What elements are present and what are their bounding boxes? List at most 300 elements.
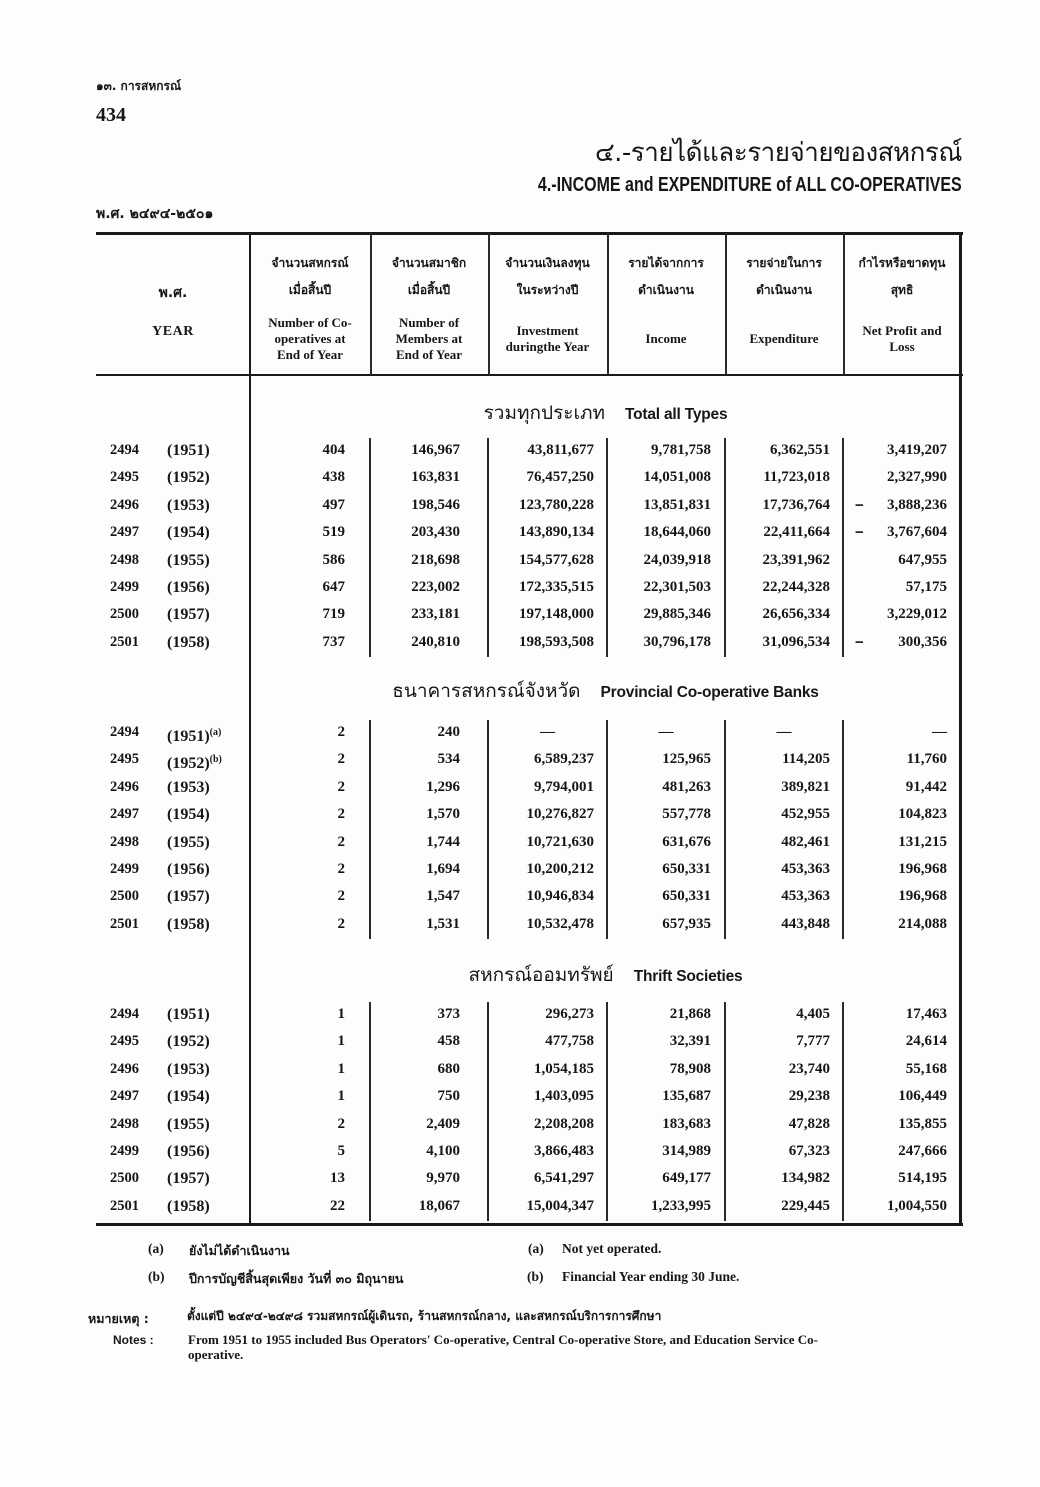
year-buddhist-era: 2501 xyxy=(110,915,139,932)
table-cell-value: 10,532,478 xyxy=(526,915,594,932)
year-gregorian xyxy=(167,492,210,519)
table-cell-value: 650,331 xyxy=(662,888,711,905)
footnote-marker: (b) xyxy=(209,754,222,766)
table-cell-value: 9,781,758 xyxy=(651,442,711,458)
table-right-border xyxy=(959,233,962,1225)
table-cell-value: 657,935 xyxy=(662,915,711,932)
column-header xyxy=(370,236,488,374)
header-english-line: End of Year xyxy=(277,347,343,362)
year-gregorian-text: (1953) xyxy=(167,1060,210,1078)
table-cell-value: 3,419,207 xyxy=(887,442,947,458)
table-cell-value: 9,794,001 xyxy=(534,778,594,795)
header-column-divider xyxy=(370,233,372,375)
year-buddhist-era: 2501 xyxy=(110,1197,139,1214)
table-cell-value: 1,004,550 xyxy=(887,1197,947,1214)
year-gregorian-text: (1958) xyxy=(167,1197,210,1215)
table-cell-value: 4,100 xyxy=(426,1143,460,1159)
year-buddhist-era: 2496 xyxy=(110,1060,139,1077)
column-header-english xyxy=(607,312,725,366)
year-gregorian-text: (1957) xyxy=(167,606,210,624)
table-cell-value: 172,335,515 xyxy=(519,579,594,595)
table-cell-value: 452,955 xyxy=(781,806,830,823)
year-gregorian-text: (1954) xyxy=(167,1088,210,1106)
section-label-thai: ธนาคารสหกรณ์จังหวัด xyxy=(392,680,581,702)
table-bottom-rule xyxy=(96,1223,963,1226)
table-cell-value: 2,327,990 xyxy=(887,469,947,486)
footnote-thai-b-text: ปีการบัญชีสิ้นสุดเพียง วันที่ ๓๐ มิถุนายน xyxy=(189,1271,404,1286)
header-thai-line: ดำเนินงาน xyxy=(756,283,812,297)
table-cell-value: 4,405 xyxy=(796,1006,830,1022)
negative-sign: − xyxy=(855,633,864,651)
year-gregorian-text: (1952) xyxy=(167,469,210,487)
table-cell-value: 214,088 xyxy=(898,915,947,932)
column-header-thai xyxy=(488,250,607,304)
table-cell-value: 43,811,677 xyxy=(527,442,594,458)
table-cell-value: 1,296 xyxy=(426,778,460,795)
table-cell-value: 1,694 xyxy=(426,861,460,877)
header-english-line: Loss xyxy=(889,339,915,354)
column-header xyxy=(607,236,725,374)
header-thai-line: รายได้จากการ xyxy=(628,256,704,270)
section-label-english: Total all Types xyxy=(625,406,728,423)
table-cell-value: 7,777 xyxy=(796,1033,830,1050)
table-cell-value: 314,989 xyxy=(662,1143,711,1159)
title-english: 4.-INCOME and EXPENDITURE of ALL CO-OPERATIVES xyxy=(538,174,962,196)
table-cell-value: 135,855 xyxy=(898,1115,947,1132)
header-english-line: Number of Co- xyxy=(268,315,352,330)
table-cell-value: 680 xyxy=(437,1060,460,1077)
table-cell-value: 2 xyxy=(337,861,345,877)
column-header-thai xyxy=(843,250,961,304)
empty-value-dash: — xyxy=(776,724,792,740)
table-cell-value: 6,541,297 xyxy=(534,1170,594,1187)
table-cell-value: 1,233,995 xyxy=(651,1197,711,1214)
year-buddhist-era: 2500 xyxy=(110,606,139,623)
table-cell-value: 55,168 xyxy=(905,1060,947,1077)
year-gregorian xyxy=(167,1083,210,1110)
table-cell-value: 29,238 xyxy=(788,1088,830,1105)
table-cell-value: 443,848 xyxy=(781,915,830,932)
table-cell-value: 22,411,664 xyxy=(763,524,830,541)
table-cell-value: 1,570 xyxy=(426,806,460,823)
header-english-line: Investment xyxy=(516,323,579,338)
year-gregorian xyxy=(167,464,210,491)
table-cell-value: 23,391,962 xyxy=(762,551,830,568)
table-cell-value: 719 xyxy=(322,606,345,623)
table-cell-value: 373 xyxy=(437,1006,460,1022)
column-header xyxy=(488,236,607,374)
year-header-english: YEAR xyxy=(152,324,194,339)
table-cell-value: 32,391 xyxy=(669,1033,711,1050)
year-buddhist-era: 2501 xyxy=(110,633,139,650)
table-cell-value: 514,195 xyxy=(898,1170,947,1187)
page-number: 434 xyxy=(96,104,126,126)
table-cell-value: 47,828 xyxy=(788,1115,830,1132)
empty-value-dash: — xyxy=(932,724,947,740)
table-cell-value: 737 xyxy=(322,633,345,650)
year-gregorian xyxy=(167,1165,210,1192)
table-cell-value: 143,890,134 xyxy=(519,524,594,541)
table-cell-value: 2 xyxy=(337,915,345,932)
table-cell-value: 67,323 xyxy=(788,1143,830,1159)
table-cell-value: 78,908 xyxy=(669,1060,711,1077)
table-cell-value: 497 xyxy=(322,496,345,513)
table-cell-value: 125,965 xyxy=(662,751,711,768)
table-cell-value: 154,577,628 xyxy=(519,551,594,568)
header-thai-line: สุทธิ xyxy=(890,283,914,297)
table-cell-value: 649,177 xyxy=(662,1170,711,1187)
year-gregorian xyxy=(167,1193,210,1220)
table-cell-value: 1,403,095 xyxy=(534,1088,594,1105)
table-cell-value: 458 xyxy=(437,1033,460,1050)
year-buddhist-era: 2495 xyxy=(110,751,139,768)
table-cell-value: 10,200,212 xyxy=(526,861,594,877)
header-column-divider xyxy=(725,233,727,375)
table-cell-value: 2 xyxy=(337,888,345,905)
table-cell-value: 453,363 xyxy=(781,861,830,877)
header-thai-line: รายจ่ายในการ xyxy=(746,256,822,270)
table-cell-value: 24,614 xyxy=(905,1033,947,1050)
year-gregorian xyxy=(167,911,210,938)
table-cell-value: 106,449 xyxy=(898,1088,947,1105)
table-cell-value: 196,968 xyxy=(898,888,947,905)
year-gregorian xyxy=(167,574,210,601)
table-cell-value: 482,461 xyxy=(781,833,830,850)
year-gregorian-text: (1956) xyxy=(167,579,210,596)
table-cell-value: 750 xyxy=(437,1088,460,1105)
table-header-rule xyxy=(96,374,963,376)
table-cell-value: 183,683 xyxy=(662,1115,711,1132)
table-cell-value: 1 xyxy=(337,1060,345,1077)
negative-sign: − xyxy=(855,524,864,542)
table-cell-value: 6,589,237 xyxy=(534,751,594,768)
footnote-english-b-mark: (b) xyxy=(527,1269,544,1284)
table-cell-value: 229,445 xyxy=(781,1197,830,1214)
year-header-thai: พ.ศ. xyxy=(158,285,188,301)
table-cell-value: 631,676 xyxy=(662,833,711,850)
year-gregorian xyxy=(167,774,210,801)
table-cell-value: 26,656,334 xyxy=(762,606,830,623)
year-buddhist-era: 2498 xyxy=(110,551,139,568)
section-label-thai: สหกรณ์ออมทรัพย์ xyxy=(468,964,614,986)
column-header-thai xyxy=(370,250,488,304)
table-cell-value: 10,276,827 xyxy=(526,806,594,823)
year-gregorian-text: (1956) xyxy=(167,861,210,878)
table-cell-value: 23,740 xyxy=(788,1060,830,1077)
year-buddhist-era: 2499 xyxy=(110,861,139,877)
header-english-line: Expenditure xyxy=(749,331,819,346)
year-buddhist-era: 2496 xyxy=(110,496,139,513)
header-english-line: Members at xyxy=(395,331,463,346)
year-gregorian-text: (1955) xyxy=(167,551,210,569)
table-cell-value: 163,831 xyxy=(411,469,460,486)
year-gregorian-text: (1955) xyxy=(167,833,210,851)
section-label xyxy=(250,960,961,990)
year-gregorian xyxy=(167,1138,210,1165)
header-column-divider xyxy=(488,233,490,375)
table-cell-value: 22,301,503 xyxy=(643,579,711,595)
column-header-english xyxy=(843,312,961,366)
table-cell-value: 104,823 xyxy=(898,806,947,823)
year-gregorian-text: (1954) xyxy=(167,524,210,542)
table-cell-value: 647 xyxy=(322,579,345,595)
table-cell-value: 57,175 xyxy=(905,579,947,595)
section-label-english: Provincial Co-operative Banks xyxy=(600,684,819,701)
year-buddhist-era: 2498 xyxy=(110,1115,139,1132)
table-cell-value: 11,760 xyxy=(906,751,947,768)
table-cell-value: 6,362,551 xyxy=(770,442,830,458)
year-gregorian xyxy=(167,1111,210,1138)
year-gregorian xyxy=(167,801,210,828)
table-cell-value: 3,229,012 xyxy=(887,606,947,623)
table-cell-value: 3,767,604 xyxy=(887,524,947,541)
table-cell-value: 14,051,008 xyxy=(643,469,711,486)
header-thai-line: จำนวนสหกรณ์ xyxy=(271,256,349,270)
table-cell-value: 1,547 xyxy=(426,888,460,905)
table-cell-value: 438 xyxy=(322,469,345,486)
table-cell-value: 2 xyxy=(337,724,345,740)
table-cell-value: 3,888,236 xyxy=(887,496,947,513)
table-cell-value: 10,721,630 xyxy=(526,833,594,850)
year-gregorian xyxy=(167,719,221,746)
footnote-thai-b-mark: (b) xyxy=(148,1269,165,1284)
section-label-english: Thrift Societies xyxy=(633,968,743,985)
notes-label-thai: หมายเหตุ : xyxy=(88,1311,149,1326)
running-head: ๑๓. การสหกรณ์ xyxy=(96,79,182,93)
table-cell-value: 17,463 xyxy=(905,1006,947,1022)
year-buddhist-era: 2494 xyxy=(110,724,139,740)
table-cell-value: 389,821 xyxy=(781,778,830,795)
table-top-rule xyxy=(96,232,963,235)
year-gregorian xyxy=(167,883,210,910)
footnote-marker: (a) xyxy=(209,727,222,738)
table-cell-value: 21,868 xyxy=(669,1006,711,1022)
year-buddhist-era: 2494 xyxy=(110,1006,139,1022)
header-thai-line: กำไรหรือขาดทุน xyxy=(858,256,946,270)
notes-text-thai: ตั้งแต่ปี ๒๔๙๔-๒๔๙๘ รวมสหกรณ์ผู้เดินรถ, ร้านสหกรณ์กลาง, และสหกรณ์บริการการศึกษา xyxy=(187,1309,662,1323)
table-cell-value: 10,946,834 xyxy=(526,888,594,905)
header-english-line: duringthe Year xyxy=(505,339,590,354)
table-cell-value: 557,778 xyxy=(662,806,711,823)
footnote-english-a-mark: (a) xyxy=(528,1241,544,1256)
column-header-english xyxy=(250,312,370,366)
table-cell-value: 647,955 xyxy=(898,551,947,568)
column-header-thai xyxy=(250,250,370,304)
year-gregorian-text: (1952) xyxy=(167,755,210,773)
table-cell-value: 1 xyxy=(337,1006,345,1022)
column-header-english xyxy=(488,312,607,366)
table-cell-value: 203,430 xyxy=(411,524,460,541)
table-cell-value: 586 xyxy=(322,551,345,568)
table-cell-value: 240 xyxy=(437,724,460,740)
year-gregorian xyxy=(167,856,210,883)
table-cell-value: 1,531 xyxy=(426,915,460,932)
table-cell-value: 453,363 xyxy=(781,888,830,905)
period-label: พ.ศ. ๒๔๙๔-๒๕๐๑ xyxy=(96,206,214,222)
header-column-divider xyxy=(607,233,609,375)
year-gregorian-text: (1953) xyxy=(167,496,210,514)
table-cell-value: 2 xyxy=(337,751,345,768)
table-cell-value: 519 xyxy=(322,524,345,541)
table-cell-value: 135,687 xyxy=(662,1088,711,1105)
table-cell-value: 3,866,483 xyxy=(534,1143,594,1159)
column-header xyxy=(250,236,370,374)
table-cell-value: 296,273 xyxy=(545,1006,594,1022)
table-cell-value: 18,067 xyxy=(418,1197,460,1214)
year-buddhist-era: 2499 xyxy=(110,579,139,595)
notes-text-english: From 1951 to 1955 included Bus Operators' Co-operative, Central Co-operative Store, and Education Service Co-operative. xyxy=(188,1332,818,1362)
year-buddhist-era: 2498 xyxy=(110,833,139,850)
year-buddhist-era: 2494 xyxy=(110,442,139,458)
table-cell-value: 2 xyxy=(337,1115,345,1132)
year-gregorian-text: (1951) xyxy=(167,728,210,745)
table-cell-value: 123,780,228 xyxy=(519,496,594,513)
column-header xyxy=(843,236,961,374)
year-buddhist-era: 2500 xyxy=(110,1170,139,1187)
year-gregorian-text: (1958) xyxy=(167,633,210,651)
table-cell-value: 1 xyxy=(337,1033,345,1050)
table-cell-value: 534 xyxy=(437,751,460,768)
year-gregorian xyxy=(167,437,210,464)
year-gregorian-text: (1952) xyxy=(167,1033,210,1051)
year-gregorian xyxy=(167,1001,210,1028)
table-cell-value: 223,002 xyxy=(411,579,460,595)
table-cell-value: 650,331 xyxy=(662,861,711,877)
header-thai-line: จำนวนสมาชิก xyxy=(391,256,467,270)
title-thai: ๔.-รายได้และรายจ่ายของสหกรณ์ xyxy=(594,138,962,168)
table-cell-value: 477,758 xyxy=(545,1033,594,1050)
year-gregorian-text: (1958) xyxy=(167,915,210,933)
header-thai-line: ดำเนินงาน xyxy=(638,283,694,297)
year-gregorian xyxy=(167,1056,210,1083)
table-cell-value: 13,851,831 xyxy=(643,496,711,513)
table-cell-value: 146,967 xyxy=(411,442,460,458)
table-cell-value: 240,810 xyxy=(411,633,460,650)
negative-sign: − xyxy=(855,496,864,514)
table-cell-value: 134,982 xyxy=(781,1170,830,1187)
footnote-english-a-text: Not yet operated. xyxy=(562,1241,662,1256)
table-cell-value: 76,457,250 xyxy=(526,469,594,486)
header-english-line: Number of xyxy=(398,315,460,330)
year-gregorian xyxy=(167,519,210,546)
column-header xyxy=(725,236,843,374)
header-thai-line: เมื่อสิ้นปี xyxy=(407,283,451,297)
year-gregorian-text: (1957) xyxy=(167,888,210,906)
table-cell-value: 2,208,208 xyxy=(534,1115,594,1132)
column-header-thai xyxy=(607,250,725,304)
empty-value-dash: — xyxy=(540,724,555,740)
section-label-thai: รวมทุกประเภท xyxy=(483,402,606,424)
table-cell-value: 2 xyxy=(337,833,345,850)
header-column-divider xyxy=(843,233,845,375)
table-cell-value: 196,968 xyxy=(898,861,947,877)
year-gregorian xyxy=(167,1028,210,1055)
table-cell-value: 233,181 xyxy=(411,606,460,623)
footnote-english-b-text: Financial Year ending 30 June. xyxy=(562,1269,740,1284)
column-header-english xyxy=(725,312,843,366)
year-gregorian-text: (1951) xyxy=(167,442,210,459)
table-cell-value: 11,723,018 xyxy=(763,469,830,486)
table-cell-value: 30,796,178 xyxy=(643,633,711,650)
table-cell-value: 24,039,918 xyxy=(643,551,711,568)
column-header-thai xyxy=(725,250,843,304)
table-cell-value: 131,215 xyxy=(898,833,947,850)
header-english-line: operatives at xyxy=(274,331,346,346)
year-gregorian-text: (1957) xyxy=(167,1170,210,1188)
year-buddhist-era: 2495 xyxy=(110,469,139,486)
year-gregorian-text: (1951) xyxy=(167,1006,210,1023)
footnote-thai-a-mark: (a) xyxy=(148,1241,164,1256)
year-buddhist-era: 2495 xyxy=(110,1033,139,1050)
header-english-line: Income xyxy=(645,331,687,346)
year-gregorian xyxy=(167,547,210,574)
section-label xyxy=(250,676,961,706)
table-cell-value: 218,698 xyxy=(411,551,460,568)
table-cell-value: 114,205 xyxy=(782,751,830,768)
table-cell-value: 300,356 xyxy=(898,633,947,650)
year-buddhist-era: 2497 xyxy=(110,1088,139,1105)
notes-label-english: Notes : xyxy=(113,1333,154,1347)
table-cell-value: 1,054,185 xyxy=(534,1060,594,1077)
year-gregorian xyxy=(167,629,210,656)
table-cell-value: 29,885,346 xyxy=(643,606,711,623)
table-cell-value: 197,148,000 xyxy=(519,606,594,623)
year-buddhist-era: 2497 xyxy=(110,806,139,823)
year-buddhist-era: 2500 xyxy=(110,888,139,905)
header-thai-line: ในระหว่างปี xyxy=(516,283,579,297)
table-cell-value: 2 xyxy=(337,806,345,823)
header-thai-line: เมื่อสิ้นปี xyxy=(288,283,332,297)
section-label xyxy=(250,398,961,428)
header-thai-line: จำนวนเงินลงทุน xyxy=(505,256,590,270)
table-cell-value: 198,546 xyxy=(411,496,460,513)
table-cell-value: 22,244,328 xyxy=(762,579,830,595)
table-cell-value: 9,970 xyxy=(426,1170,460,1187)
table-cell-value: 247,666 xyxy=(898,1143,947,1159)
table-cell-value: 15,004,347 xyxy=(526,1197,594,1214)
empty-value-dash: — xyxy=(658,724,674,740)
table-cell-value: 13 xyxy=(330,1170,345,1187)
table-cell-value: 18,644,060 xyxy=(643,524,711,541)
header-english-line: End of Year xyxy=(396,347,462,362)
header-english-line: Net Profit and xyxy=(862,323,942,338)
footnote-thai-a-text: ยังไม่ได้ดำเนินงาน xyxy=(189,1243,290,1258)
table-cell-value: 22 xyxy=(330,1197,345,1214)
year-gregorian-text: (1954) xyxy=(167,806,210,824)
year-buddhist-era: 2499 xyxy=(110,1143,139,1159)
year-gregorian xyxy=(167,746,222,773)
year-gregorian-text: (1953) xyxy=(167,778,210,796)
year-gregorian-text: (1955) xyxy=(167,1115,210,1133)
column-header-english xyxy=(370,312,488,366)
year-buddhist-era: 2497 xyxy=(110,524,139,541)
table-cell-value: 1,744 xyxy=(426,833,460,850)
table-cell-value: 5 xyxy=(337,1143,345,1159)
table-cell-value: 404 xyxy=(322,442,345,458)
table-cell-value: 2 xyxy=(337,778,345,795)
table-cell-value: 198,593,508 xyxy=(519,633,594,650)
year-gregorian xyxy=(167,829,210,856)
year-gregorian xyxy=(167,601,210,628)
year-buddhist-era: 2496 xyxy=(110,778,139,795)
year-gregorian-text: (1956) xyxy=(167,1143,210,1160)
table-cell-value: 2,409 xyxy=(426,1115,460,1132)
table-cell-value: 17,736,764 xyxy=(762,496,830,513)
table-cell-value: 481,263 xyxy=(662,778,711,795)
table-cell-value: 1 xyxy=(337,1088,345,1105)
table-cell-value: 31,096,534 xyxy=(762,633,830,650)
table-cell-value: 91,442 xyxy=(905,778,947,795)
